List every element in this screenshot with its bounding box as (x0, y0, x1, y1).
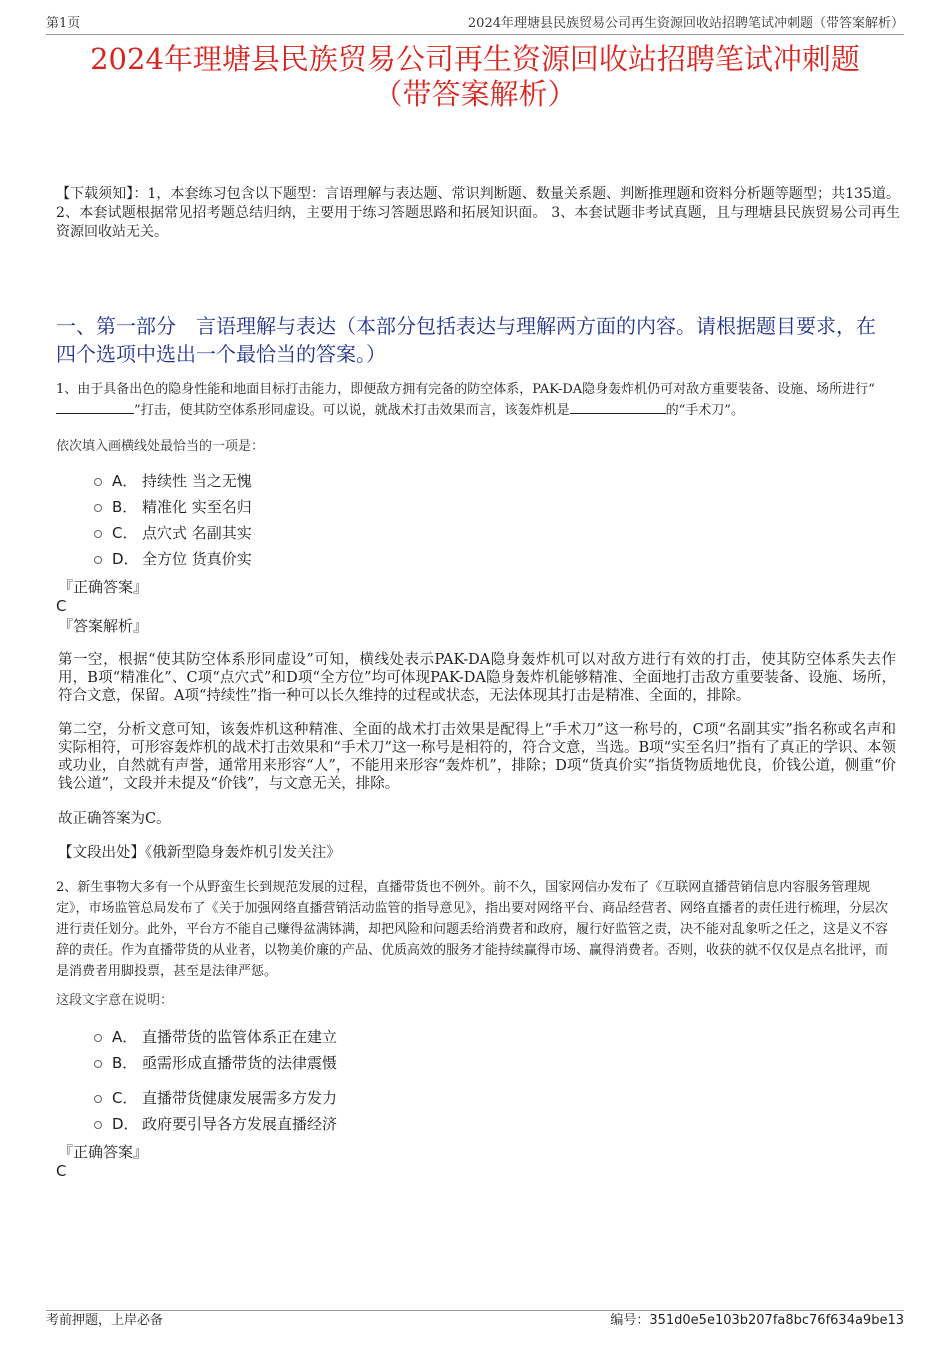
question-1-stem (56, 379, 900, 421)
q1-answer: C (56, 597, 67, 615)
q1-stem-part1: 1、由于具备出色的隐身性能和地面目标打击能力，即便敌方拥有完备的防空体系，PAK-DA隐身轰炸机仍可对敌方重要装备、设施、场所进行“ (56, 382, 875, 397)
option-text: 精准化 实至名归 (142, 497, 252, 516)
q2-option-d[interactable] (94, 1111, 337, 1135)
footer-slogan: 考前押题，上岸必备 (46, 1313, 164, 1328)
footer-divider (46, 1310, 904, 1311)
q2-answer-label: 『正确答案』 (58, 1143, 149, 1161)
option-text: 直播带货的监管体系正在建立 (142, 1027, 338, 1046)
option-text: 亟需形成直播带货的法律震慑 (142, 1053, 338, 1072)
q2-answer: C (56, 1162, 67, 1180)
document-title (40, 42, 910, 112)
q1-option-c[interactable] (94, 520, 252, 544)
option-letter: B． (112, 1053, 138, 1072)
q1-answer-label: 『正确答案』 (58, 578, 149, 596)
running-title: 2024年理塘县民族贸易公司再生资源回收站招聘笔试冲刺题（带答案解析） (467, 16, 904, 31)
radio-button-icon[interactable] (94, 1034, 102, 1042)
radio-button-icon[interactable] (94, 1060, 102, 1068)
option-letter: C． (112, 1088, 138, 1107)
q1-analysis-paragraph-1: 第一空，根据“使其防空体系形同虚设”可知，横线处表示PAK-DA隐身轰炸机可以对敌方进行有效的打击，使其防空体系失去作用，B项“精准化”、C项“点穴式”和D项“全方位”均可体现PAK-DA隐身轰炸机能够精准、全面地打击敌方重要装备、设施、场所，符合文意，保留。A项“持续性”指一种可以长久维持的过程或状态，无法体现其打击是精准、全面的，排除。 (58, 652, 896, 704)
question-2-stem: 2、新生事物大多有一个从野蛮生长到规范发展的过程，直播带货也不例外。前不久，国家网信办发布了《互联网直播营销信息内容服务管理规定》，市场监管总局发布了《关于加强网络直播营销活动监管的指导意见》，指出要对网络平台、商品经营者、网络直播者的责任进行梳理，分层次进行责任划分。此外，平台方不能自己赚得盆满钵满，却把风险和问题丢给消费者和政府，履行好监管之责，决不能对乱象听之任之，这是义不容辞的责任。作为直播带货的从业者，以物美价廉的产品、优质高效的服务才能持续赢得市场、赢得消费者。否则，收获的就不仅仅是点名批评，而是消费者用脚投票，甚至是法律严惩。 (56, 880, 889, 979)
option-text: 点穴式 名副其实 (142, 523, 252, 542)
running-header (46, 14, 904, 35)
q1-prompt: 依次填入画横线处最恰当的一项是： (56, 439, 265, 454)
q2-prompt: 这段文字意在说明： (56, 993, 174, 1008)
q1-stem-part3: 的“手术刀”。 (665, 403, 744, 418)
radio-button-icon[interactable] (94, 530, 102, 538)
option-text: 政府要引导各方发展直播经济 (142, 1114, 338, 1133)
radio-button-icon[interactable] (94, 478, 102, 486)
q1-conclusion: 故正确答案为C。 (58, 811, 171, 827)
radio-button-icon[interactable] (94, 1095, 102, 1103)
radio-button-icon[interactable] (94, 556, 102, 564)
answer-blank-2 (570, 401, 666, 414)
footer-code-label: 编号： (610, 1313, 650, 1328)
option-letter: C． (112, 523, 138, 542)
option-letter: A． (112, 1027, 138, 1046)
option-letter: B． (112, 497, 138, 516)
option-letter: D． (112, 1114, 139, 1133)
q2-option-b[interactable] (94, 1050, 337, 1074)
option-text: 直播带货健康发展需多方发力 (142, 1088, 338, 1107)
option-letter: D． (112, 549, 139, 568)
q2-option-a[interactable] (94, 1024, 337, 1048)
q1-analysis-label: 『答案解析』 (58, 617, 149, 635)
page-number: 第1页 (46, 16, 81, 31)
download-notice: 【下载须知】：1，本套练习包含以下题型：言语理解与表达题、常识判断题、数量关系题、判断推理题和资料分析题等题型；共135道。 2、本套试题根据常见招考题总结归纳，主要用于练习答题思路和拓展知识面。 3、本套试题非考试真题，且与理塘县民族贸易公司再生资源回收站无关。 (56, 186, 900, 240)
footer-code (610, 1313, 904, 1329)
q1-option-b[interactable] (94, 494, 252, 518)
footer-code-value: 351d0e5e103b207fa8bc76f634a9be13 (649, 1313, 904, 1328)
q2-option-c[interactable] (94, 1085, 337, 1109)
title-line-1: 2024年理塘县民族贸易公司再生资源回收站招聘笔试冲刺题 (90, 42, 860, 76)
radio-button-icon[interactable] (94, 504, 102, 512)
q1-option-d[interactable] (94, 546, 252, 570)
q1-option-a[interactable] (94, 468, 252, 492)
option-letter: A． (112, 471, 138, 490)
option-text: 持续性 当之无愧 (142, 471, 252, 490)
q1-analysis-paragraph-2: 第二空，分析文意可知，该轰炸机这种精准、全面的战术打击效果是配得上“手术刀”这一称号的，C项“名副其实”指名称或名声和实际相符，可形容轰炸机的战术打击效果和“手术刀”这一称号是相符的，符合文意，当选。B项“实至名归”指有了真正的学识、本领或功业，自然就有声誉，通常用来形容“人”，不能用来形容“轰炸机”，排除；D项“货真价实”指货物质地优良，价钱公道，侧重“价钱公道”，文段并未提及“价钱”，与文意无关，排除。 (58, 722, 896, 792)
q1-stem-part2: ”打击，使其防空体系形同虚设。可以说，就战术打击效果而言，该轰炸机是 (134, 403, 570, 418)
title-line-2: （带答案解析） (373, 77, 577, 111)
answer-blank-1 (56, 401, 134, 414)
option-text: 全方位 货真价实 (142, 549, 252, 568)
q1-source: 【文段出处】《俄新型隐身轰炸机引发关注》 (58, 845, 341, 861)
section-heading: 一、第一部分 言语理解与表达（本部分包括表达与理解两方面的内容。请根据题目要求，在四个选项中选出一个最恰当的答案。） (56, 314, 876, 366)
radio-button-icon[interactable] (94, 1121, 102, 1129)
